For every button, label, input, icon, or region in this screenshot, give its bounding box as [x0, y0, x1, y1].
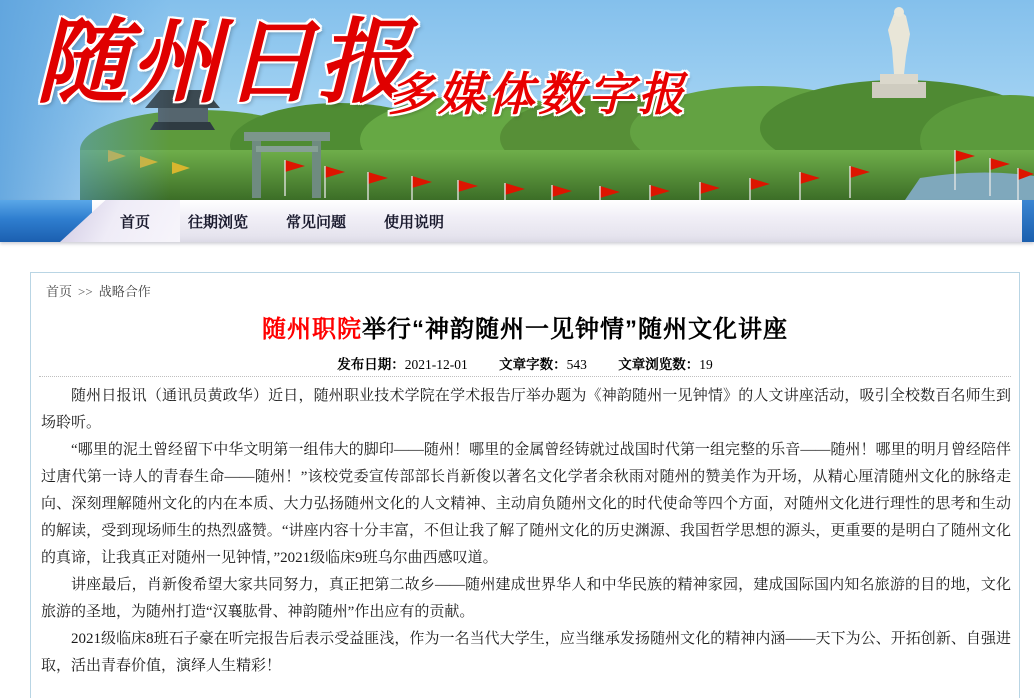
publish-date: 发布日期：2021-12-01: [337, 357, 468, 372]
nav-items: [120, 200, 444, 242]
article-title-rest: 举行“神韵随州一见钟情”随州文化讲座: [362, 316, 788, 343]
nav-item-past-issues[interactable]: 往期浏览: [188, 214, 249, 231]
article-paragraph: 讲座最后，肖新俊希望大家共同努力，真正把第二故乡——随州建成世界华人和中华民族的精神家园，建成国际国内知名旅游的目的地，文化旅游的圣地，为随州打造“汉襄肱骨、神韵随州”作出应有的贡献。: [41, 577, 1011, 620]
article-panel: [30, 272, 1020, 698]
article-paragraph: “哪里的泥土曾经留下中华文明第一组伟大的脚印——随州！哪里的金属曾经铸就过战国时代第一组完整的乐音——随州！哪里的明月曾经陪伴过唐代第一诗人的青春生命——随州！”该校党委宣传部部长肖新俊以著名文化学者余秋雨对随州的赞美作为开场，从精心厘清随州文化的脉络走向、深刻理解随州文化的内在本质、大力弘扬随州文化的人文精神、主动肩负随州文化的时代使命等四个方面，对随州文化进行理性的思考和生动的解读，受到现场师生的热烈盛赞。“讲座内容十分丰富，不但让我了解了随州文化的历史渊源、我国哲学思想的源头，更重要的是明白了随州文化的真谛，让我真正对随州一见钟情，”2021级临床9班乌尔曲西感叹道。: [41, 442, 1011, 566]
meta-divider: [39, 376, 1011, 377]
site-logo-text: 随州日报: [36, 12, 413, 114]
nav-right-accent: [1022, 200, 1034, 242]
site-banner: [0, 0, 1034, 200]
article-title: [31, 309, 1019, 344]
main-navbar: [0, 200, 1034, 242]
article-paragraph: 随州日报讯（通讯员黄政华）近日，随州职业技术学院在学术报告厅举办题为《神韵随州一见钟情》的人文讲座活动，吸引全校数百名师生到场聆听。: [41, 388, 1011, 431]
article-body: [41, 383, 1011, 680]
breadcrumb-home-link[interactable]: 首页: [46, 284, 73, 299]
nav-item-home[interactable]: 首页: [120, 214, 151, 231]
breadcrumb-section-link[interactable]: 战略合作: [98, 284, 151, 299]
word-count: 文章字数：543: [499, 357, 587, 372]
nav-item-faq[interactable]: 常见问题: [286, 214, 347, 231]
article-paragraph: 2021级临床8班石子豪在听完报告后表示受益匪浅，作为一名当代大学生，应当继承发扬随州文化的精神内涵——天下为公、开拓创新、自强进取，活出青春价值，演绎人生精彩！: [41, 631, 1011, 674]
breadcrumb: [46, 281, 151, 300]
article-meta: [31, 353, 1019, 373]
article-title-highlight: 随州职院: [262, 316, 362, 343]
breadcrumb-separator: >>: [78, 284, 93, 299]
nav-item-instructions[interactable]: 使用说明: [384, 214, 445, 231]
view-count: 文章浏览数：19: [618, 357, 713, 372]
site-subtitle-text: 多媒体数字报: [388, 69, 688, 120]
